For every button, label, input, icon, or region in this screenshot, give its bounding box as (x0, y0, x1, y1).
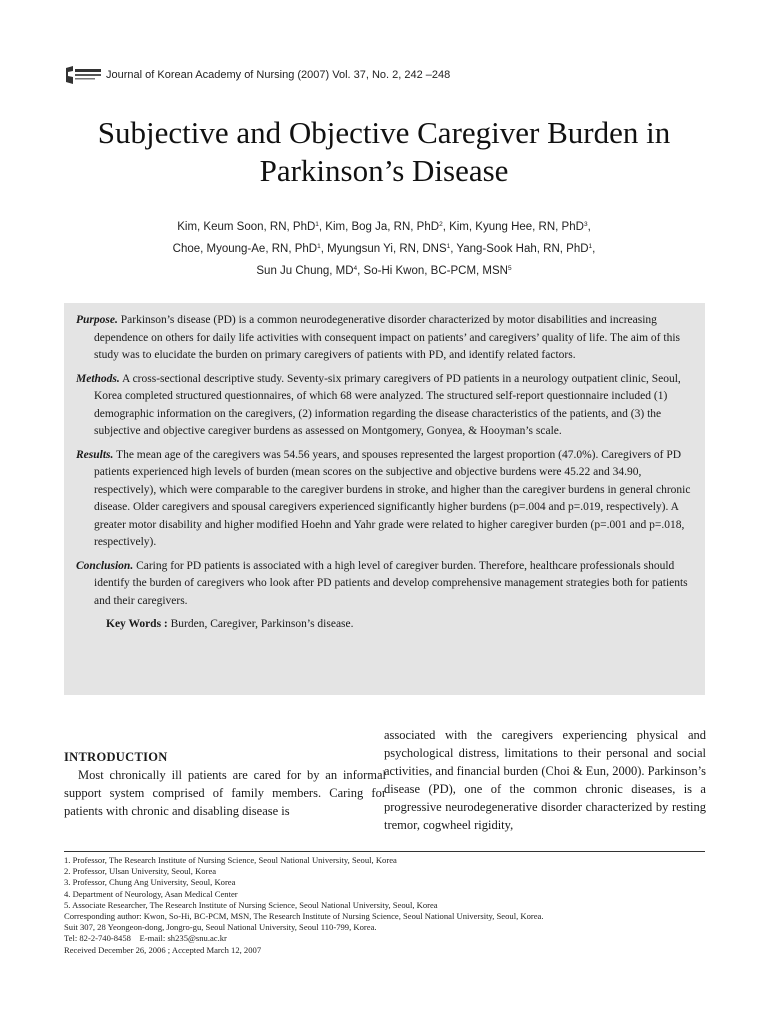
body-column-right (384, 726, 706, 834)
author-name: , Yang-Sook Hah, RN, PhD (450, 243, 589, 255)
author-separator: , (587, 221, 591, 233)
abstract-results (76, 447, 693, 552)
abstract-conclusion (76, 558, 693, 611)
author-name: , Kim, Bog Ja, RN, PhD (318, 221, 440, 233)
footnote: Corresponding author: Kwon, So-Hi, BC-PCM, MSN, The Research Institute of Nursing Science, Seoul National University, Seoul, Korea. (64, 911, 544, 922)
author-name: , Myungsun Yi, RN, DNS (320, 243, 447, 255)
affiliation-mark: 2 (439, 221, 443, 228)
body-paragraph: Most chronically ill patients are cared for by an informal support system comprised of family members. Caring for patients with chronic and disabling disease is (64, 768, 386, 818)
footnote-divider (64, 851, 705, 852)
methods-label: Methods. (76, 372, 120, 385)
affiliation-mark: 5 (507, 265, 512, 272)
footnote: 2. Professor, Ulsan University, Seoul, Korea (64, 866, 217, 877)
author-line-2 (60, 237, 708, 259)
abstract-purpose (76, 312, 693, 365)
author-line-3 (60, 259, 708, 281)
body-paragraph: associated with the caregivers experiencing physical and psychological distress, limitations to their personal and social activities, and financial burden (Choi & Eun, 2000). Parkinson’s disease (PD), one of the common chronic diseases, is a progressive neurodegenerative disorder characterized by resting tremor, cogwheel rigidity, (384, 728, 706, 832)
journal-header (64, 64, 450, 86)
results-label: Results. (76, 448, 114, 461)
conclusion-text: Caring for PD patients is associated with a high level of caregiver burden. Therefore, healthcare professionals should identify the burden of caregivers who look after PD patients and develop comprehensive management strategies both for patients and their caregivers. (94, 559, 688, 607)
footnote: 4. Department of Neurology, Asan Medical Center (64, 888, 238, 899)
keywords-label: Key Words : (106, 618, 168, 630)
footnote: Tel: 82-2-740-8458 E-mail: sh235@snu.ac.kr (64, 933, 227, 944)
title-line-2: Parkinson’s Disease (259, 153, 509, 188)
article-title (40, 114, 728, 190)
abstract-keywords (76, 616, 693, 634)
footnotes (64, 855, 705, 956)
affiliation-mark: 1 (588, 243, 593, 250)
author-name: , So-Hi Kwon, BC-PCM, MSN (357, 265, 508, 277)
journal-citation: Journal of Korean Academy of Nursing (2007) Vol. 37, No. 2, 242 –248 (106, 69, 451, 81)
footnote: 3. Professor, Chung Ang University, Seoul, Korea (64, 877, 236, 888)
section-heading: INTRODUCTION (64, 750, 168, 764)
author-name: Choe, Myoung-Ae, RN, PhD (172, 243, 318, 255)
author-list (60, 215, 708, 281)
affiliation-mark: 1 (315, 221, 319, 228)
author-separator: , (592, 243, 596, 255)
footnote: 5. Associate Researcher, The Research Institute of Nursing Science, Seoul National University, Seoul, Korea (64, 899, 438, 910)
author-name: , Kim, Kyung Hee, RN, PhD (442, 221, 584, 233)
abstract-methods (76, 371, 693, 441)
author-name: Sun Ju Chung, MD (256, 265, 354, 277)
purpose-text: Parkinson’s disease (PD) is a common neurodegenerative disorder characterized by motor disabilities and increasing dependence on others for daily life activities with consequent impact on patients’ and caregivers’ quality of life. The aim of this study was to elucidate the burden on primary caregivers of patients with PD, and identify related factors. (94, 314, 680, 361)
affiliation-mark: 4 (353, 265, 358, 272)
journal-logo-icon (64, 64, 102, 86)
title-line-1: Subjective and Objective Caregiver Burden in (97, 115, 671, 150)
affiliation-mark: 1 (317, 243, 321, 250)
footnote: 1. Professor, The Research Institute of Nursing Science, Seoul National University, Seoul, Korea (64, 855, 397, 865)
body-column-left (64, 748, 386, 820)
purpose-label: Purpose. (76, 314, 118, 326)
methods-text: A cross-sectional descriptive study. Seventy-six primary caregivers of PD patients in a neurology outpatient clinic, Seoul, Korea completed structured questionnaires, of which 68 were analyzed. The structured self-report questionnaire included (1) demographic information on the caregivers, (2) information regarding the disease characteristics of the patients, and (3) the subjective and objective caregiver burdens as assessed on Montgomery, Gonyea, & Hooyman’s scale. (94, 372, 681, 437)
footnote: Suit 307, 28 Yeongeon-dong, Jongro-gu, Seoul National University, Seoul 110-799, Korea. (64, 922, 377, 933)
results-text: The mean age of the caregivers was 54.56 years, and spouses represented the largest proportion (47.0%). Caregivers of PD patients experienced high levels of burden (mean scores on the subjective and objective burdens were 45.22 and 34.90, respectively), which were comparable to the caregiver burdens in stroke, and higher than the caregiver burdens in general chronic disease. Older caregivers and spousal caregivers experienced significantly higher burdens (p=.004 and p=.019, respectively). A greater motor disability and higher modified Hoehn and Yahr grade were related to higher caregiver burden (p=.001 and p=.018, respectively). (94, 448, 691, 548)
footnote: Received December 26, 2006 ; Accepted March 12, 2007 (64, 944, 262, 955)
abstract-box (64, 303, 705, 695)
author-name: Kim, Keum Soon, RN, PhD (177, 221, 316, 233)
author-line-1 (60, 215, 708, 237)
affiliation-mark: 3 (583, 221, 588, 228)
keywords-text: Burden, Caregiver, Parkinson’s disease. (167, 618, 354, 630)
affiliation-mark: 1 (446, 243, 451, 250)
conclusion-label: Conclusion. (76, 559, 134, 572)
